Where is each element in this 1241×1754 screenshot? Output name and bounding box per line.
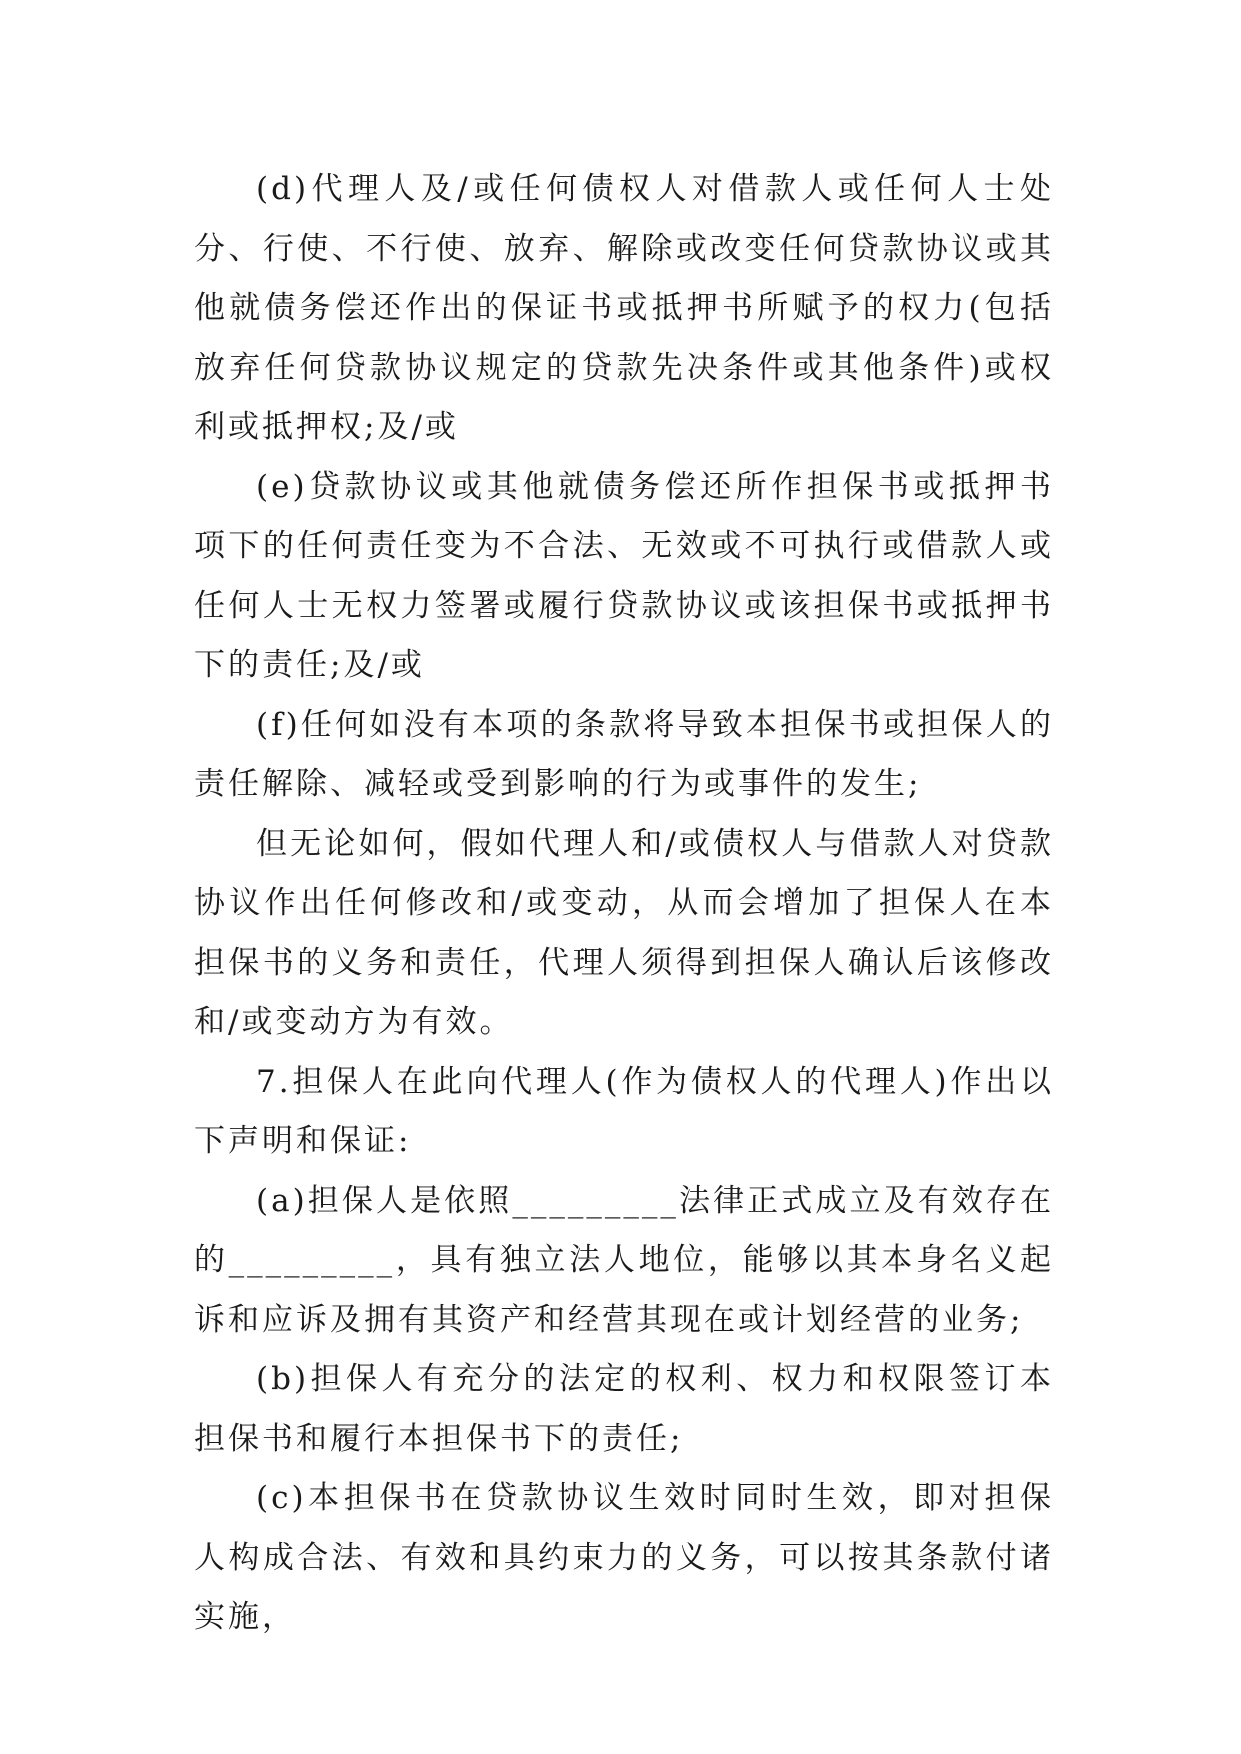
- paragraph-clause-b: (b)担保人有充分的法定的权利、权力和权限签订本担保书和履行本担保书下的责任;: [194, 1361, 1054, 1457]
- paragraph-clause-c: (c)本担保书在贷款协议生效时同时生效，即对担保人构成合法、有效和具约束力的义务，可以按其条款付诸实施，: [194, 1480, 1054, 1635]
- paragraph-clause-e: (e)贷款协议或其他就债务偿还所作担保书或抵押书项下的任何责任变为不合法、无效或不可执行或借款人或任何人士无权力签署或履行贷款协议或该担保书或抵押书下的责任;及/或: [194, 468, 1054, 683]
- paragraph-clause-a: (a)担保人是依照_________法律正式成立及有效存在的_________，具有独立法人地位，能够以其本身名义起诉和应诉及拥有其资产和经营其现在或计划经营的业务;: [194, 1182, 1054, 1338]
- paragraph-proviso: 但无论如何，假如代理人和/或债权人与借款人对贷款协议作出任何修改和/或变动，从而会增加了担保人在本担保书的义务和责任，代理人须得到担保人确认后该修改和/或变动方为有效。: [194, 825, 1054, 1040]
- document-body: [194, 160, 1054, 1648]
- paragraph-clause-f: (f)任何如没有本项的条款将导致本担保书或担保人的责任解除、减轻或受到影响的行为或事件的发生;: [194, 706, 1054, 802]
- paragraph-clause-d: (d)代理人及/或任何债权人对借款人或任何人士处分、行使、不行使、放弃、解除或改变任何贷款协议或其他就债务偿还作出的保证书或抵押书所赋予的权力(包括放弃任何贷款协议规定的贷款先决条件或其他条件)或权利或抵押权;及/或: [194, 171, 1054, 445]
- paragraph-section-7: 7.担保人在此向代理人(作为债权人的代理人)作出以下声明和保证:: [194, 1063, 1054, 1159]
